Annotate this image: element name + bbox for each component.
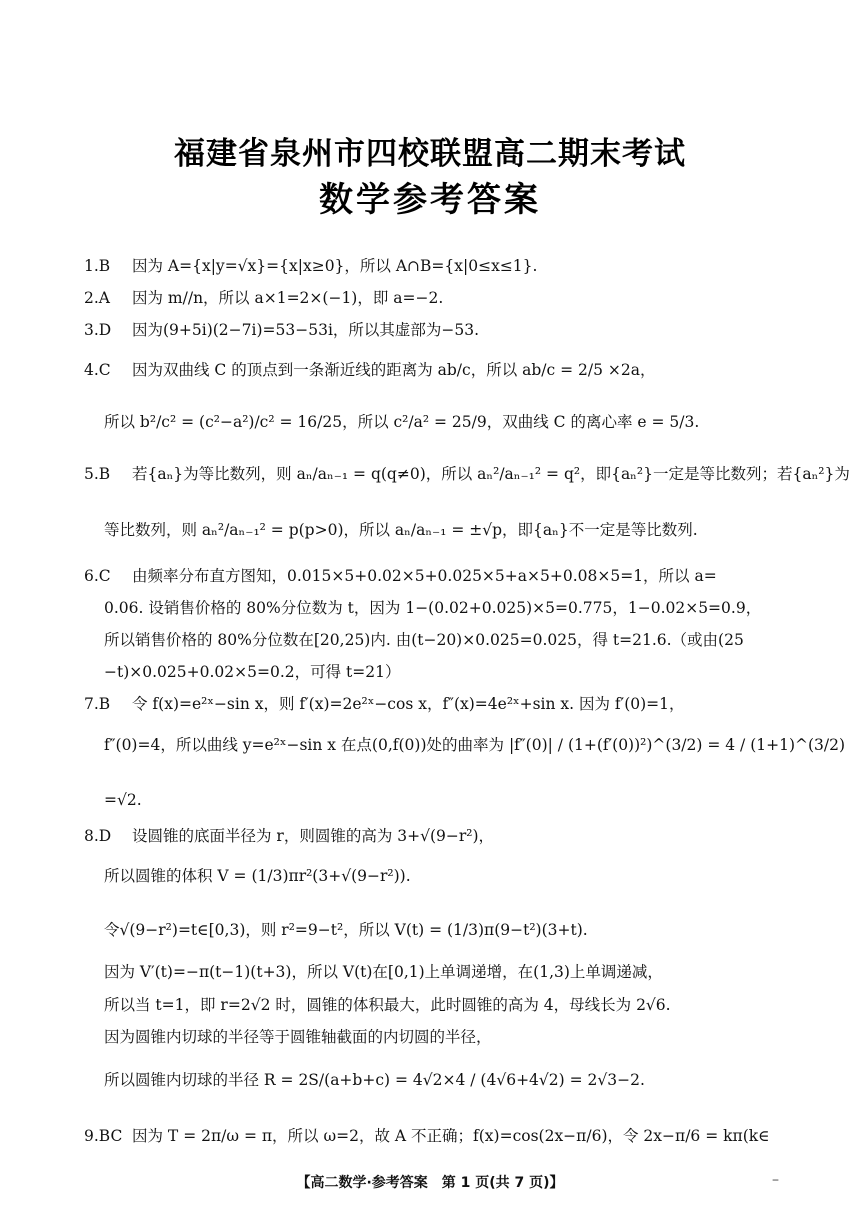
answer-item-9 [84, 1126, 820, 1146]
answer-text: 设圆锥的底面半径为 r，则圆锥的高为 3+√(9−r²)， [132, 827, 495, 845]
answer-text: 因为 A={x|y=√x}={x|x≥0}，所以 A∩B={x|0≤x≤1}. [132, 257, 538, 275]
corner-mark: – [772, 1172, 779, 1188]
answer-number: 3.D [84, 321, 112, 339]
answer-item-4 [84, 360, 820, 380]
answer-item-8-line5: 所以当 t=1，即 r=2√2 时，圆锥的体积最大，此时圆锥的高为 4，母线长为 2√6. [104, 996, 671, 1014]
answer-number: 4.C [84, 361, 111, 379]
answer-text: 令 f(x)=e²ˣ−sin x，则 f′(x)=2e²ˣ−cos x，f″(x)=4e²ˣ+sin x. 因为 f′(0)=1， [132, 695, 685, 713]
answer-item-7-line2: f″(0)=4，所以曲线 y=e²ˣ−sin x 在点(0,f(0))处的曲率为 |f″(0)| / (1+(f′(0))²)^(3/2) = 4 / (1+1)^(3/2) [104, 736, 846, 754]
answer-item-7 [84, 694, 820, 714]
page-title: 福建省泉州市四校联盟高二期末考试 [174, 136, 686, 172]
answer-number: 2.A [84, 289, 110, 307]
answer-number: 7.B [84, 695, 111, 713]
answer-number: 8.D [84, 827, 112, 845]
answer-item-3 [84, 320, 820, 340]
answer-item-2 [84, 288, 820, 308]
answer-number: 1.B [84, 257, 111, 275]
answer-item-8-line6: 因为圆锥内切球的半径等于圆锥轴截面的内切圆的半径， [104, 1028, 492, 1046]
answer-number: 5.B [84, 465, 111, 483]
answer-text: 因为 m//n，所以 a×1=2×(−1)，即 a=−2. [132, 289, 444, 307]
answer-item-6-line4: −t)×0.025+0.02×5=0.2，可得 t=21） [104, 663, 401, 681]
answer-item-8 [84, 826, 820, 846]
answer-number: 6.C [84, 567, 111, 585]
answer-item-6-line2: 0.06. 设销售价格的 80%分位数为 t，因为 1−(0.02+0.025)×5=0.775，1−0.02×5=0.9， [104, 599, 762, 617]
page-subtitle: 数学参考答案 [319, 180, 541, 220]
answer-text: 因为 T = 2π/ω = π，所以 ω=2，故 A 不正确；f(x)=cos(2x−π/6)，令 2x−π/6 = kπ(k∈ [132, 1127, 770, 1145]
answer-item-5-continued: 等比数列，则 aₙ²/aₙ₋₁² = p(p>0)，所以 aₙ/aₙ₋₁ = ±√p，即{aₙ}不一定是等比数列. [104, 521, 698, 539]
answer-item-6-line3: 所以销售价格的 80%分位数在[20,25)内. 由(t−20)×0.025=0.025，得 t=21.6.（或由(25 [104, 631, 744, 649]
answer-text: 因为双曲线 C 的顶点到一条渐近线的距离为 ab/c，所以 ab/c = 2/5 ×2a， [132, 361, 656, 379]
answer-item-4-continued: 所以 b²/c² = (c²−a²)/c² = 16/25，所以 c²/a² = 25/9，双曲线 C 的离心率 e = 5/3. [104, 413, 700, 431]
answer-item-8-line2: 所以圆锥的体积 V = (1/3)πr²(3+√(9−r²)). [104, 867, 411, 885]
answer-text: 因为(9+5i)(2−7i)=53−53i，所以其虚部为−53. [132, 321, 480, 339]
answer-item-6 [84, 566, 820, 586]
answer-item-8-line7: 所以圆锥内切球的半径 R = 2S/(a+b+c) = 4√2×4 / (4√6+4√2) = 2√3−2. [104, 1071, 645, 1089]
answer-item-1 [84, 256, 820, 276]
answer-item-8-line4: 因为 V′(t)=−π(t−1)(t+3)，所以 V(t)在[0,1)上单调递增，在(1,3)上单调递减， [104, 963, 663, 981]
answer-number: 9.BC [84, 1127, 123, 1145]
answer-item-8-line3: 令√(9−r²)=t∈[0,3)，则 r²=9−t²，所以 V(t) = (1/3)π(9−t²)(3+t). [104, 921, 588, 939]
answer-item-7-line3: =√2. [104, 791, 142, 809]
answer-text: 由频率分布直方图知，0.015×5+0.02×5+0.025×5+a×5+0.08×5=1，所以 a= [132, 567, 717, 585]
page-footer: 【高二数学·参考答案 第 1 页(共 7 页)】 [296, 1175, 564, 1191]
answer-item-5 [84, 464, 850, 484]
answer-text: 若{aₙ}为等比数列，则 aₙ/aₙ₋₁ = q(q≠0)，所以 aₙ²/aₙ₋₁² = q²，即{aₙ²}一定是等比数列；若{aₙ²}为 [132, 465, 850, 483]
